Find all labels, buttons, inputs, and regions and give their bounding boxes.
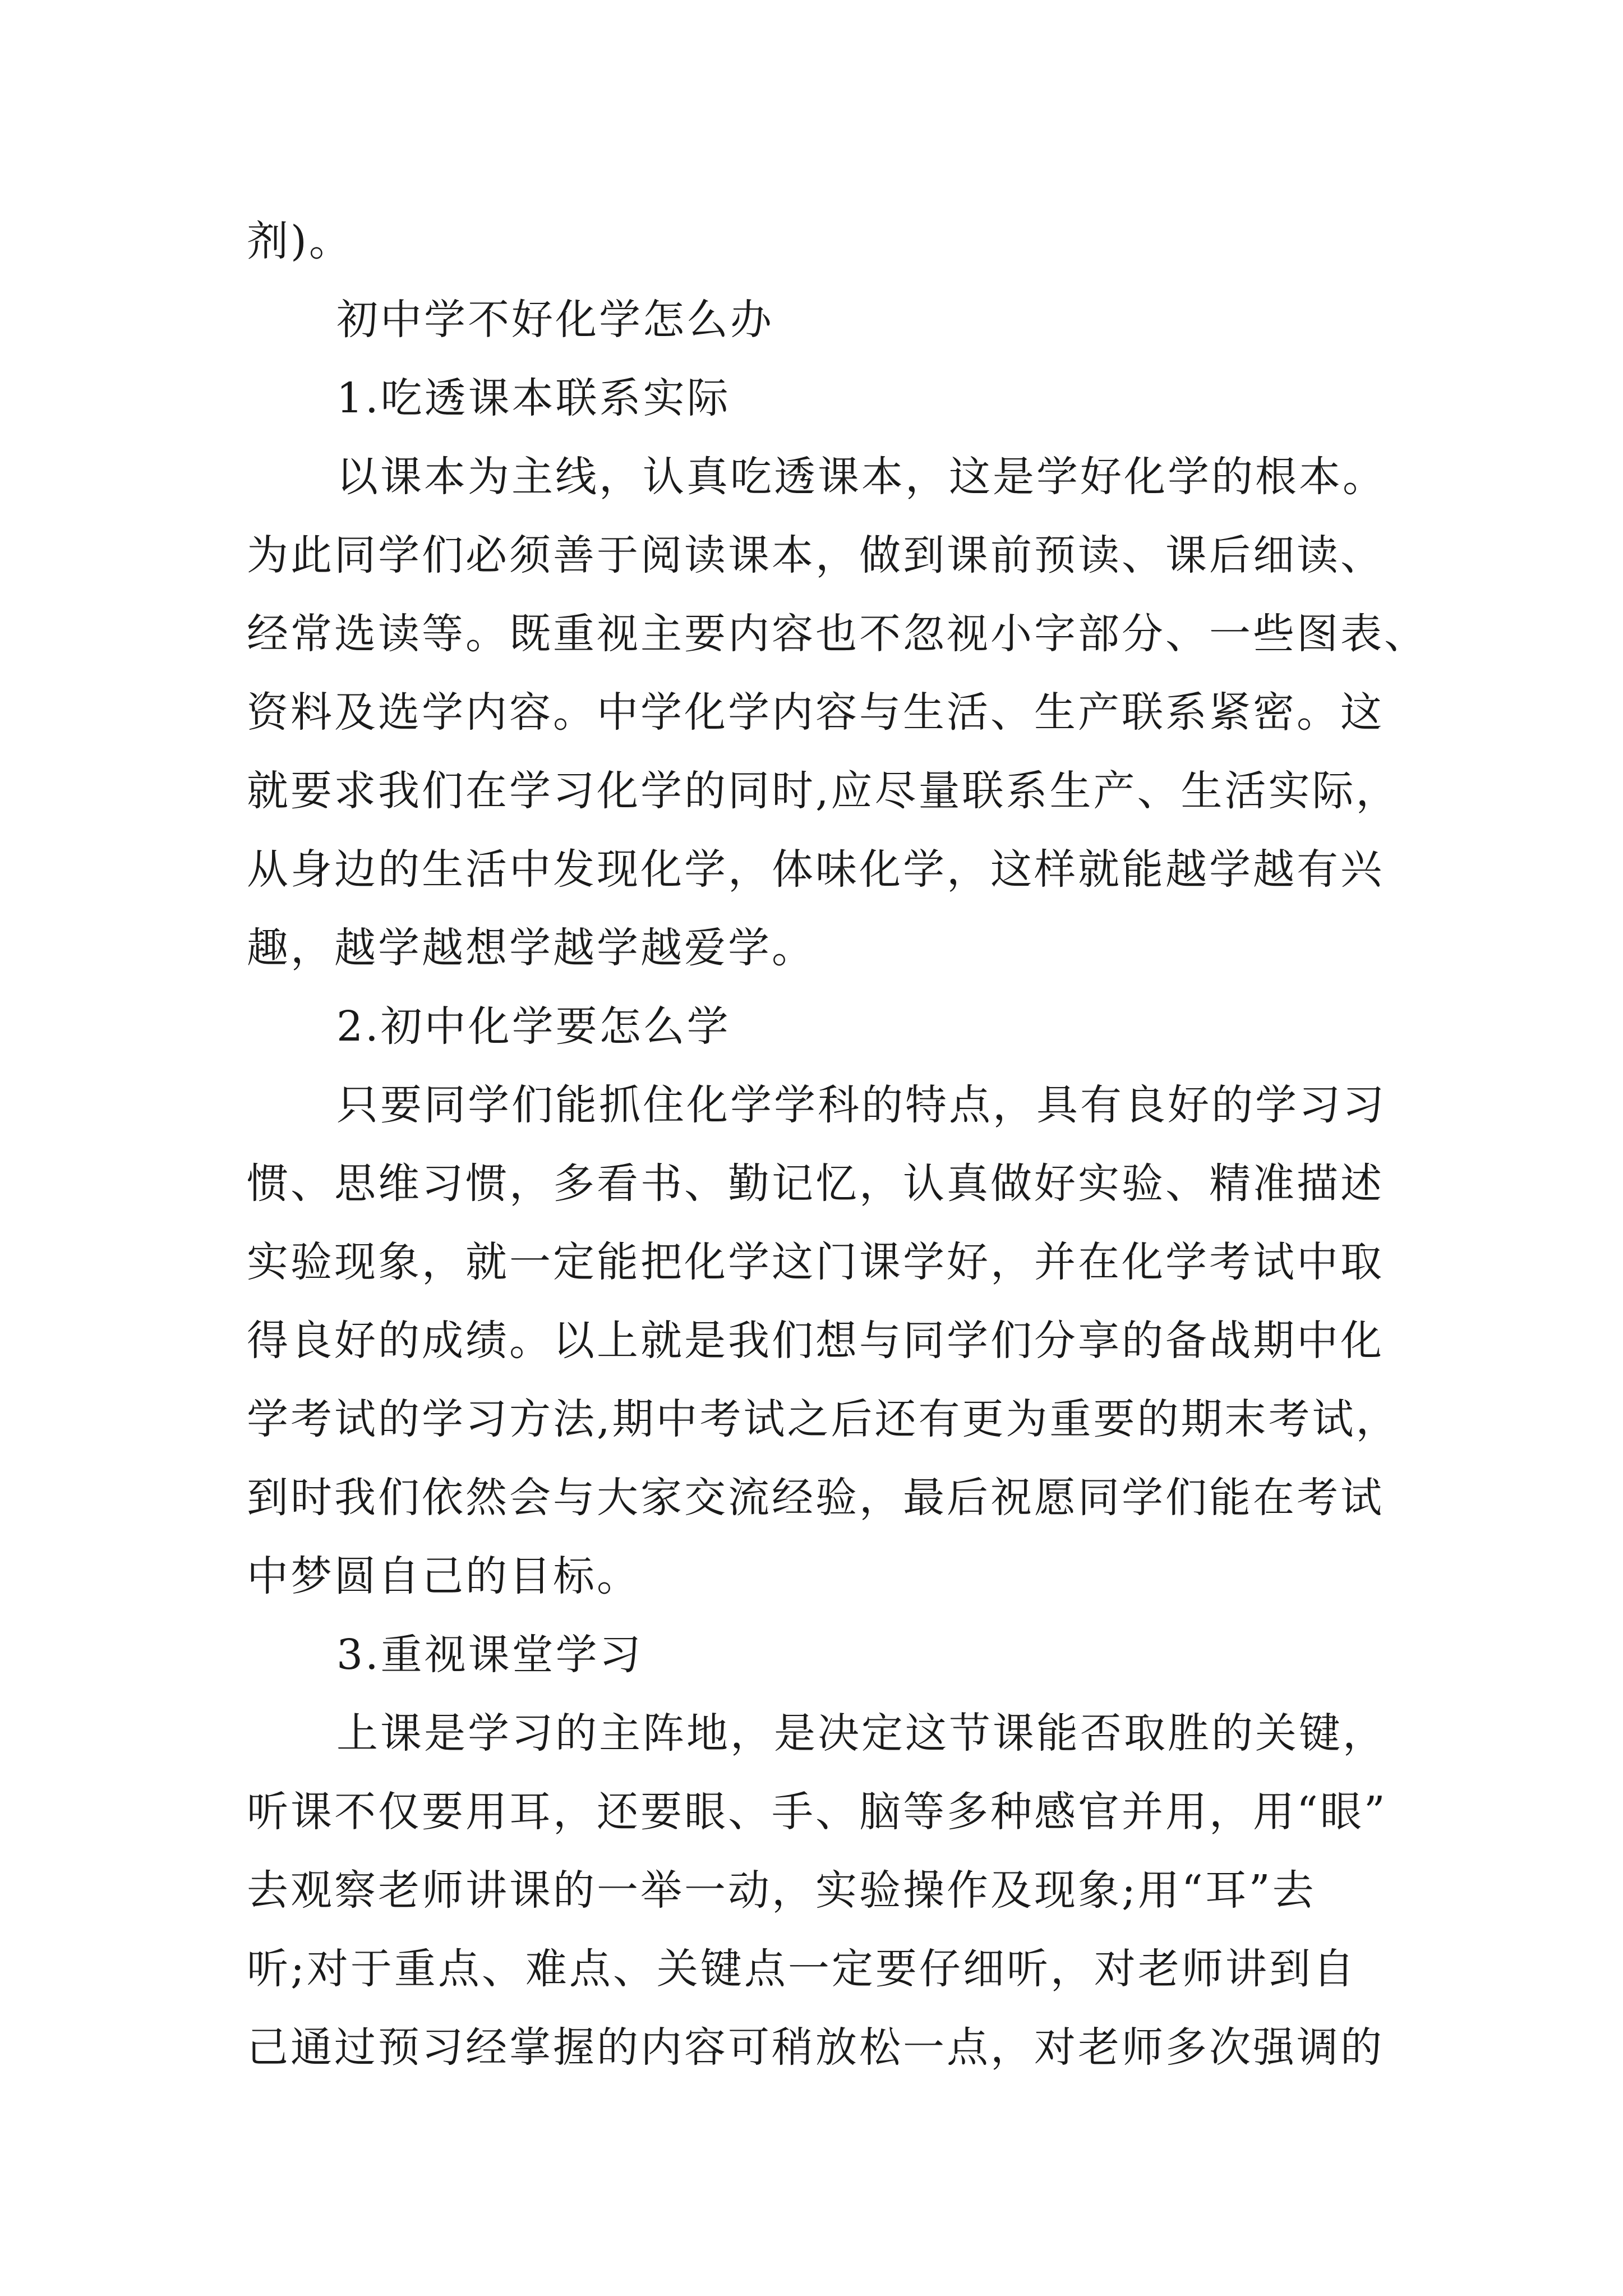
- text-line: 经常选读等。既重视主要内容也不忽视小字部分、一些图表、: [247, 610, 1428, 658]
- text-line: 听;对于重点、难点、关键点一定要仔细听，对老师讲到自: [247, 1945, 1357, 1993]
- text-line: 从身边的生活中发现化学，体味化学，这样就能越学越有兴: [247, 845, 1384, 894]
- text-line: 听课不仅要用耳，还要眼、手、脑等多种感官并用，用“眼”: [247, 1788, 1387, 1836]
- text-line: 得良好的成绩。以上就是我们想与同学们分享的备战期中化: [247, 1317, 1384, 1365]
- text-line: 就要求我们在学习化学的同时,应尽量联系生产、生活实际，: [247, 767, 1400, 815]
- text-line: 趣，越学越想学越学越爱学。: [247, 924, 815, 972]
- section-heading: 初中学不好化学怎么办: [336, 296, 774, 344]
- text-line: 只要同学们能抓住化学学科的特点，具有良好的学习习: [336, 1081, 1386, 1129]
- text-line: 惯、思维习惯，多看书、勤记忆，认真做好实验、精准描述: [247, 1159, 1384, 1208]
- text-line: 去观察老师讲课的一举一动，实验操作及现象;用“耳”去: [247, 1866, 1316, 1915]
- text-line: 以课本为主线，认真吃透课本，这是学好化学的根本。: [336, 453, 1386, 501]
- text-line: 到时我们依然会与大家交流经验，最后祝愿同学们能在考试: [247, 1474, 1384, 1522]
- text-line: 资料及选学内容。中学化学内容与生活、生产联系紧密。这: [247, 688, 1384, 737]
- text-line: 上课是学习的主阵地，是决定这节课能否取胜的关键，: [336, 1709, 1386, 1757]
- text-line: 学考试的学习方法,期中考试之后还有更为重要的期末考试，: [247, 1395, 1400, 1443]
- text-line: 剂)。: [247, 217, 353, 265]
- text-line: 为此同学们必须善于阅读课本，做到课前预读、课后细读、: [247, 531, 1384, 579]
- text-line: 实验现象，就一定能把化学这门课学好，并在化学考试中取: [247, 1238, 1384, 1286]
- text-line: 中梦圆自己的目标。: [247, 1552, 640, 1600]
- subsection-heading: 2.初中化学要怎么学: [336, 1002, 731, 1051]
- subsection-heading: 1.吃透课本联系实际: [336, 374, 731, 422]
- subsection-heading: 3.重视课堂学习: [336, 1631, 643, 1679]
- text-line: 己通过预习经掌握的内容可稍放松一点，对老师多次强调的: [247, 2023, 1384, 2072]
